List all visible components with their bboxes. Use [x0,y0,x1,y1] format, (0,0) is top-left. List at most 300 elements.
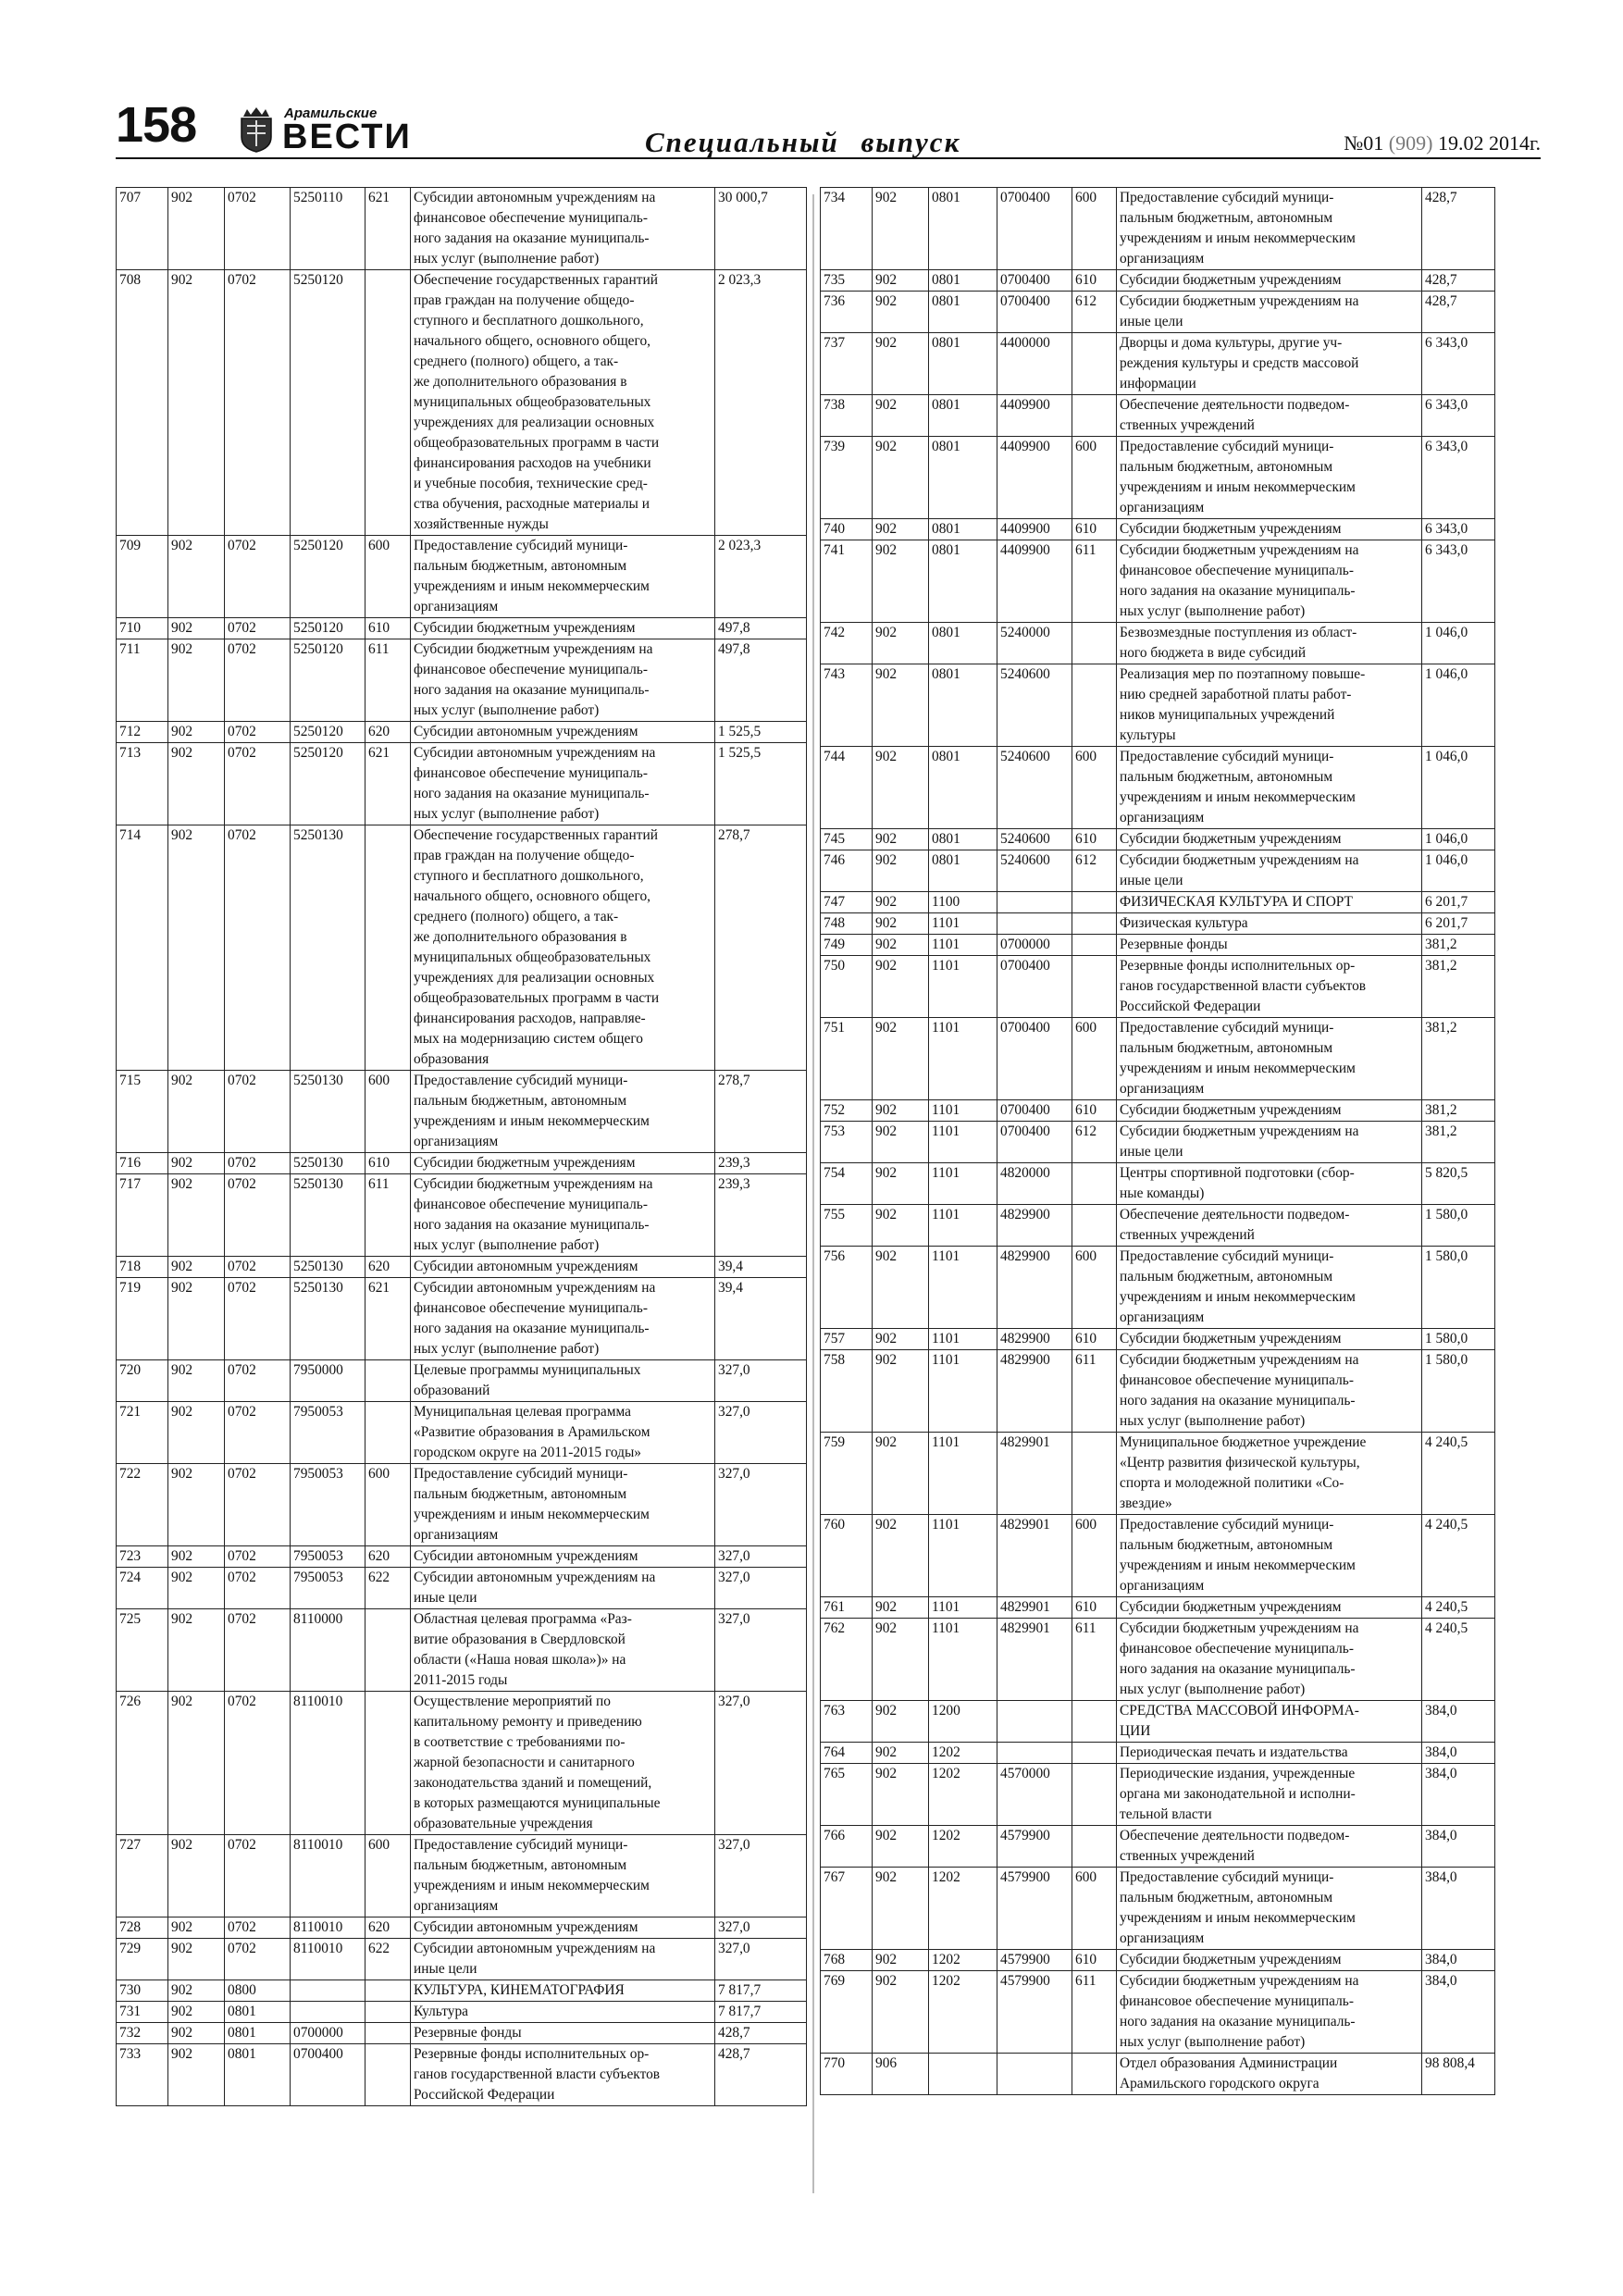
logo-top-word: Арамильские [284,105,378,121]
issue-prefix: №01 [1344,131,1384,155]
expense-type-cell: 610 [365,1153,411,1174]
table-row [117,722,807,743]
target-code-cell: 5240600 [997,747,1072,829]
section-code-cell: 0702 [225,536,291,618]
amount-cell: 6 343,0 [1422,395,1495,437]
target-code-cell: 0700400 [997,270,1072,292]
expense-type-cell: 600 [365,536,411,618]
row-number-cell: 724 [117,1568,168,1609]
row-number-cell: 735 [821,270,873,292]
description-cell: Физическая культура [1117,913,1422,935]
expense-type-cell: 610 [1072,1950,1117,1971]
section-code-cell: 1101 [929,1350,997,1433]
amount-cell: 327,0 [715,1360,807,1402]
section-code-cell: 0702 [225,639,291,722]
admin-code-cell: 906 [873,2054,929,2095]
description-cell: Обеспечение государственных гарантий прав граждан на получение общедо- ступного и бесплатного дошкольного, начального общего, основного общего, среднего (полного) общего, а так- же дополнительного образования в муниципальных общеобразовательных учреждениях для реализации основных общеобразовательных программ в части финансирования расходов, направляе- мых на модернизацию систем общего образования [411,825,715,1071]
section-code-cell: 0702 [225,1278,291,1360]
expense-type-cell: 612 [1072,1122,1117,1163]
expense-type-cell [1072,1826,1117,1868]
table-row [117,1464,807,1546]
row-number-cell: 768 [821,1950,873,1971]
row-number-cell: 714 [117,825,168,1071]
section-code-cell: 0702 [225,1692,291,1835]
budget-table-right [820,187,1495,2095]
admin-code-cell: 902 [873,395,929,437]
description-cell: Предоставление субсидий муници- пальным бюджетным, автономным учреждениям и иным некоммерческим организациям [411,536,715,618]
description-cell: Резервные фонды исполнительных ор- ганов государственной власти субъектов Российской Федерации [1117,956,1422,1018]
row-number-cell: 742 [821,623,873,664]
admin-code-cell: 902 [168,1692,225,1835]
target-code-cell: 8110010 [291,1917,365,1939]
expense-type-cell: 610 [1072,519,1117,540]
section-code-cell: 0801 [929,664,997,747]
admin-code-cell: 902 [873,829,929,850]
left-table-body [117,188,807,2106]
expense-type-cell [1072,1163,1117,1205]
section-code-cell: 0801 [929,437,997,519]
admin-code-cell: 902 [873,292,929,333]
section-code-cell: 0702 [225,825,291,1071]
expense-type-cell: 600 [365,1835,411,1917]
row-number-cell: 721 [117,1402,168,1464]
target-code-cell [997,2054,1072,2095]
admin-code-cell: 902 [873,1122,929,1163]
description-cell: Субсидии бюджетным учреждениям на иные цели [1117,1122,1422,1163]
row-number-cell: 751 [821,1018,873,1100]
description-cell: Субсидии автономным учреждениям [411,1546,715,1568]
expense-type-cell [365,270,411,536]
description-cell: Предоставление субсидий муници- пальным бюджетным, автономным учреждениям и иным некоммерческим организациям [1117,437,1422,519]
amount-cell: 381,2 [1422,935,1495,956]
right-table-body [821,188,1495,2095]
amount-cell: 327,0 [715,1464,807,1546]
row-number-cell: 737 [821,333,873,395]
admin-code-cell: 902 [873,1329,929,1350]
section-code-cell: 1100 [929,892,997,913]
table-row [821,892,1495,913]
section-code-cell: 0702 [225,188,291,270]
row-number-cell: 766 [821,1826,873,1868]
expense-type-cell: 611 [1072,540,1117,623]
description-cell: Предоставление субсидий муници- пальным бюджетным, автономным учреждениям и иным некоммерческим организациям [1117,188,1422,270]
description-cell: Субсидии бюджетным учреждениям на финансовое обеспечение муниципаль- ного задания на оказание муниципаль- ных услуг (выполнение работ) [1117,1619,1422,1701]
logo-main-word: ВЕСТИ [282,118,412,156]
target-code-cell: 5250130 [291,1257,365,1278]
amount-cell: 327,0 [715,1402,807,1464]
target-code-cell: 5250110 [291,188,365,270]
expense-type-cell: 600 [365,1464,411,1546]
section-code-cell: 0702 [225,1360,291,1402]
target-code-cell: 5250130 [291,1278,365,1360]
table-row [117,536,807,618]
target-code-cell: 5240600 [997,850,1072,892]
admin-code-cell: 902 [168,1835,225,1917]
section-code-cell: 0702 [225,618,291,639]
table-row [821,1247,1495,1329]
row-number-cell: 739 [821,437,873,519]
table-row [117,270,807,536]
description-cell: СРЕДСТВА МАССОВОЙ ИНФОРМА- ЦИИ [1117,1701,1422,1743]
row-number-cell: 744 [821,747,873,829]
row-number-cell: 738 [821,395,873,437]
expense-type-cell: 610 [1072,829,1117,850]
description-cell: Центры спортивной подготовки (сбор- ные команды) [1117,1163,1422,1205]
section-code-cell: 1101 [929,1247,997,1329]
section-code-cell: 0702 [225,1546,291,1568]
admin-code-cell: 902 [168,1568,225,1609]
section-code-cell: 0702 [225,1464,291,1546]
target-code-cell: 0700400 [291,2044,365,2106]
description-cell: Субсидии бюджетным учреждениям [1117,1100,1422,1122]
amount-cell: 2 023,3 [715,270,807,536]
amount-cell: 1 525,5 [715,722,807,743]
admin-code-cell: 902 [873,1163,929,1205]
expense-type-cell: 600 [1072,1868,1117,1950]
target-code-cell: 4829901 [997,1597,1072,1619]
amount-cell: 428,7 [1422,292,1495,333]
target-code-cell: 5240000 [997,623,1072,664]
table-row [821,1619,1495,1701]
row-number-cell: 764 [821,1743,873,1764]
description-cell: Субсидии бюджетным учреждениям [411,618,715,639]
description-cell: Субсидии автономным учреждениям [411,1257,715,1278]
admin-code-cell: 902 [168,1917,225,1939]
admin-code-cell: 902 [168,1257,225,1278]
amount-cell: 6 343,0 [1422,437,1495,519]
section-code-cell: 1101 [929,1597,997,1619]
row-number-cell: 765 [821,1764,873,1826]
table-row [821,1971,1495,2054]
amount-cell: 39,4 [715,1257,807,1278]
description-cell: Дворцы и дома культуры, другие уч- реждения культуры и средств массовой информации [1117,333,1422,395]
right-column [820,187,1494,2095]
amount-cell: 5 820,5 [1422,1163,1495,1205]
row-number-cell: 713 [117,743,168,825]
target-code-cell: 5250130 [291,1153,365,1174]
target-code-cell: 4409900 [997,437,1072,519]
admin-code-cell: 902 [873,1515,929,1597]
section-code-cell: 1202 [929,1743,997,1764]
admin-code-cell: 902 [168,1402,225,1464]
table-row [821,956,1495,1018]
table-row [821,1868,1495,1950]
description-cell: Субсидии бюджетным учреждениям [411,1153,715,1174]
description-cell: Обеспечение государственных гарантий прав граждан на получение общедо- ступного и бесплатного дошкольного, начального общего, основного общего, среднего (полного) общего, а так- же дополнительного образования в муниципальных общеобразовательных учреждениях для реализации основных общеобразовательных программ в части финансирования расходов на учебники и учебные пособия, технические сред- ства обучения, расходные материалы и хозяйственные нужды [411,270,715,536]
row-number-cell: 757 [821,1329,873,1350]
section-code-cell: 1101 [929,1122,997,1163]
admin-code-cell: 902 [168,743,225,825]
row-number-cell: 755 [821,1205,873,1247]
table-row [821,1433,1495,1515]
target-code-cell: 4829900 [997,1329,1072,1350]
table-row [821,1122,1495,1163]
expense-type-cell: 611 [365,1174,411,1257]
target-code-cell: 5250130 [291,825,365,1071]
target-code-cell: 5240600 [997,829,1072,850]
row-number-cell: 761 [821,1597,873,1619]
row-number-cell: 725 [117,1609,168,1692]
admin-code-cell: 902 [873,1018,929,1100]
expense-type-cell: 610 [1072,1597,1117,1619]
admin-code-cell: 902 [873,1247,929,1329]
amount-cell: 384,0 [1422,1743,1495,1764]
row-number-cell: 709 [117,536,168,618]
expense-type-cell [365,1609,411,1692]
target-code-cell: 4829900 [997,1247,1072,1329]
amount-cell: 327,0 [715,1835,807,1917]
table-row [117,1402,807,1464]
table-row [821,850,1495,892]
section-code-cell: 0801 [929,829,997,850]
target-code-cell: 5250120 [291,270,365,536]
admin-code-cell: 902 [873,1971,929,2054]
row-number-cell: 753 [821,1122,873,1163]
admin-code-cell: 902 [168,270,225,536]
table-row [821,747,1495,829]
admin-code-cell: 902 [873,519,929,540]
row-number-cell: 756 [821,1247,873,1329]
section-code-cell: 1202 [929,1868,997,1950]
admin-code-cell: 902 [873,935,929,956]
section-code-cell: 0702 [225,1153,291,1174]
target-code-cell: 5250120 [291,743,365,825]
amount-cell: 327,0 [715,1568,807,1609]
amount-cell: 7 817,7 [715,1980,807,2002]
section-code-cell: 0702 [225,743,291,825]
row-number-cell: 723 [117,1546,168,1568]
table-row [821,437,1495,519]
description-cell: Предоставление субсидий муници- пальным бюджетным, автономным учреждениям и иным некоммерческим организациям [1117,1868,1422,1950]
row-number-cell: 743 [821,664,873,747]
target-code-cell: 0700000 [997,935,1072,956]
amount-cell: 327,0 [715,1692,807,1835]
expense-type-cell [365,2023,411,2044]
section-code-cell: 1202 [929,1950,997,1971]
amount-cell: 30 000,7 [715,188,807,270]
description-cell: Субсидии бюджетным учреждениям [1117,270,1422,292]
amount-cell: 4 240,5 [1422,1597,1495,1619]
admin-code-cell: 902 [873,747,929,829]
issue-number [1344,131,1541,155]
admin-code-cell: 902 [873,623,929,664]
expense-type-cell: 620 [365,1917,411,1939]
target-code-cell: 4409900 [997,540,1072,623]
expense-type-cell [1072,2054,1117,2095]
description-cell: Субсидии бюджетным учреждениям [1117,1950,1422,1971]
admin-code-cell: 902 [873,1826,929,1868]
section-code-cell: 0702 [225,1568,291,1609]
row-number-cell: 748 [821,913,873,935]
admin-code-cell: 902 [168,2023,225,2044]
table-row [821,935,1495,956]
amount-cell: 1 046,0 [1422,747,1495,829]
expense-type-cell [1072,333,1117,395]
section-code-cell: 0801 [929,188,997,270]
admin-code-cell: 902 [873,850,929,892]
target-code-cell: 8110010 [291,1939,365,1980]
amount-cell: 1 580,0 [1422,1247,1495,1329]
description-cell: Целевые программы муниципальных образований [411,1360,715,1402]
table-row [117,1917,807,1939]
amount-cell: 4 240,5 [1422,1515,1495,1597]
row-number-cell: 759 [821,1433,873,1515]
row-number-cell: 718 [117,1257,168,1278]
expense-type-cell [365,1980,411,2002]
amount-cell: 6 201,7 [1422,892,1495,913]
amount-cell: 381,2 [1422,956,1495,1018]
row-number-cell: 728 [117,1917,168,1939]
target-code-cell: 7950053 [291,1402,365,1464]
row-number-cell: 750 [821,956,873,1018]
table-row [117,2044,807,2106]
section-code-cell: 0702 [225,1174,291,1257]
target-code-cell [291,2002,365,2023]
admin-code-cell: 902 [168,1546,225,1568]
admin-code-cell: 902 [873,1597,929,1619]
admin-code-cell: 902 [168,1939,225,1980]
target-code-cell: 0700400 [997,292,1072,333]
admin-code-cell: 902 [873,892,929,913]
table-row [117,1360,807,1402]
issue-inner-number: (909) [1388,131,1433,155]
admin-code-cell: 902 [873,1764,929,1826]
amount-cell: 278,7 [715,1071,807,1153]
target-code-cell: 7950053 [291,1568,365,1609]
section-code-cell: 1101 [929,956,997,1018]
row-number-cell: 719 [117,1278,168,1360]
table-row [117,188,807,270]
target-code-cell: 7950053 [291,1464,365,1546]
table-row [117,1153,807,1174]
amount-cell: 381,2 [1422,1100,1495,1122]
target-code-cell: 4829900 [997,1205,1072,1247]
section-code-cell: 1101 [929,1205,997,1247]
section-code-cell: 0702 [225,1609,291,1692]
description-cell: Субсидии бюджетным учреждениям [1117,1597,1422,1619]
target-code-cell: 4579900 [997,1950,1072,1971]
table-row [117,1980,807,2002]
admin-code-cell: 902 [873,437,929,519]
table-row [117,1257,807,1278]
admin-code-cell: 902 [168,2002,225,2023]
expense-type-cell: 600 [1072,1018,1117,1100]
expense-type-cell: 610 [1072,270,1117,292]
description-cell: Осуществление мероприятий по капитальному ремонту и приведению в соответствие с требованиями по- жарной безопасности и санитарного законодательства зданий и помещений, в которых размещаются муниципальные образовательные учреждения [411,1692,715,1835]
row-number-cell: 752 [821,1100,873,1122]
row-number-cell: 758 [821,1350,873,1433]
section-code-cell: 0801 [929,623,997,664]
description-cell: Субсидии бюджетным учреждениям на финансовое обеспечение муниципаль- ного задания на оказание муниципаль- ных услуг (выполнение работ) [411,1174,715,1257]
section-code-cell: 0801 [225,2002,291,2023]
target-code-cell: 8110010 [291,1692,365,1835]
target-code-cell: 4829901 [997,1433,1072,1515]
description-cell: Субсидии автономным учреждениям [411,722,715,743]
table-row [821,519,1495,540]
newspaper-logo [238,104,515,155]
amount-cell: 1 580,0 [1422,1350,1495,1433]
table-row [821,913,1495,935]
table-row [821,540,1495,623]
amount-cell: 4 240,5 [1422,1433,1495,1515]
amount-cell: 428,7 [715,2023,807,2044]
target-code-cell: 8110010 [291,1835,365,1917]
admin-code-cell: 902 [168,722,225,743]
row-number-cell: 731 [117,2002,168,2023]
section-code-cell: 1101 [929,1433,997,1515]
expense-type-cell [1072,1205,1117,1247]
section-code-cell: 0702 [225,1835,291,1917]
table-row [117,1071,807,1153]
amount-cell: 98 808,4 [1422,2054,1495,2095]
expense-type-cell [365,2044,411,2106]
row-number-cell: 754 [821,1163,873,1205]
row-number-cell: 730 [117,1980,168,2002]
section-code-cell: 0702 [225,722,291,743]
amount-cell: 7 817,7 [715,2002,807,2023]
section-code-cell: 1101 [929,1619,997,1701]
row-number-cell: 740 [821,519,873,540]
table-row [117,2002,807,2023]
row-number-cell: 767 [821,1868,873,1950]
section-code-cell: 0801 [225,2044,291,2106]
table-row [821,188,1495,270]
table-row [117,1939,807,1980]
description-cell: КУЛЬТУРА, КИНЕМАТОГРАФИЯ [411,1980,715,2002]
section-code-cell: 1101 [929,1018,997,1100]
admin-code-cell: 902 [168,2044,225,2106]
row-number-cell: 762 [821,1619,873,1701]
expense-type-cell [365,825,411,1071]
section-code-cell: 0801 [929,395,997,437]
expense-type-cell: 600 [1072,188,1117,270]
description-cell: Субсидии бюджетным учреждениям на финансовое обеспечение муниципаль- ного задания на оказание муниципаль- ных услуг (выполнение работ) [1117,1350,1422,1433]
description-cell: Субсидии автономным учреждениям на финансовое обеспечение муниципаль- ного задания на оказание муниципаль- ных услуг (выполнение работ) [411,188,715,270]
expense-type-cell: 621 [365,743,411,825]
row-number-cell: 733 [117,2044,168,2106]
amount-cell: 1 580,0 [1422,1329,1495,1350]
table-row [821,1515,1495,1597]
expense-type-cell [1072,956,1117,1018]
section-code-cell: 1101 [929,1515,997,1597]
description-cell: Резервные фонды исполнительных ор- ганов государственной власти субъектов Российской Федерации [411,2044,715,2106]
expense-type-cell [365,1402,411,1464]
section-code-cell: 1202 [929,1764,997,1826]
table-row [821,292,1495,333]
expense-type-cell: 600 [1072,1515,1117,1597]
row-number-cell: 707 [117,188,168,270]
table-row [821,1350,1495,1433]
expense-type-cell: 611 [1072,1350,1117,1433]
table-row [821,1163,1495,1205]
section-code-cell: 0702 [225,1939,291,1980]
expense-type-cell [365,1360,411,1402]
amount-cell: 428,7 [715,2044,807,2106]
coat-of-arms-icon [238,105,275,154]
expense-type-cell [1072,1764,1117,1826]
target-code-cell: 4820000 [997,1163,1072,1205]
row-number-cell: 734 [821,188,873,270]
description-cell: Безвозмездные поступления из област- ного бюджета в виде субсидий [1117,623,1422,664]
row-number-cell: 760 [821,1515,873,1597]
expense-type-cell [1072,664,1117,747]
section-code-cell: 0801 [929,519,997,540]
table-row [117,1835,807,1917]
target-code-cell: 0700400 [997,956,1072,1018]
expense-type-cell [1072,892,1117,913]
admin-code-cell: 902 [873,1205,929,1247]
row-number-cell: 708 [117,270,168,536]
